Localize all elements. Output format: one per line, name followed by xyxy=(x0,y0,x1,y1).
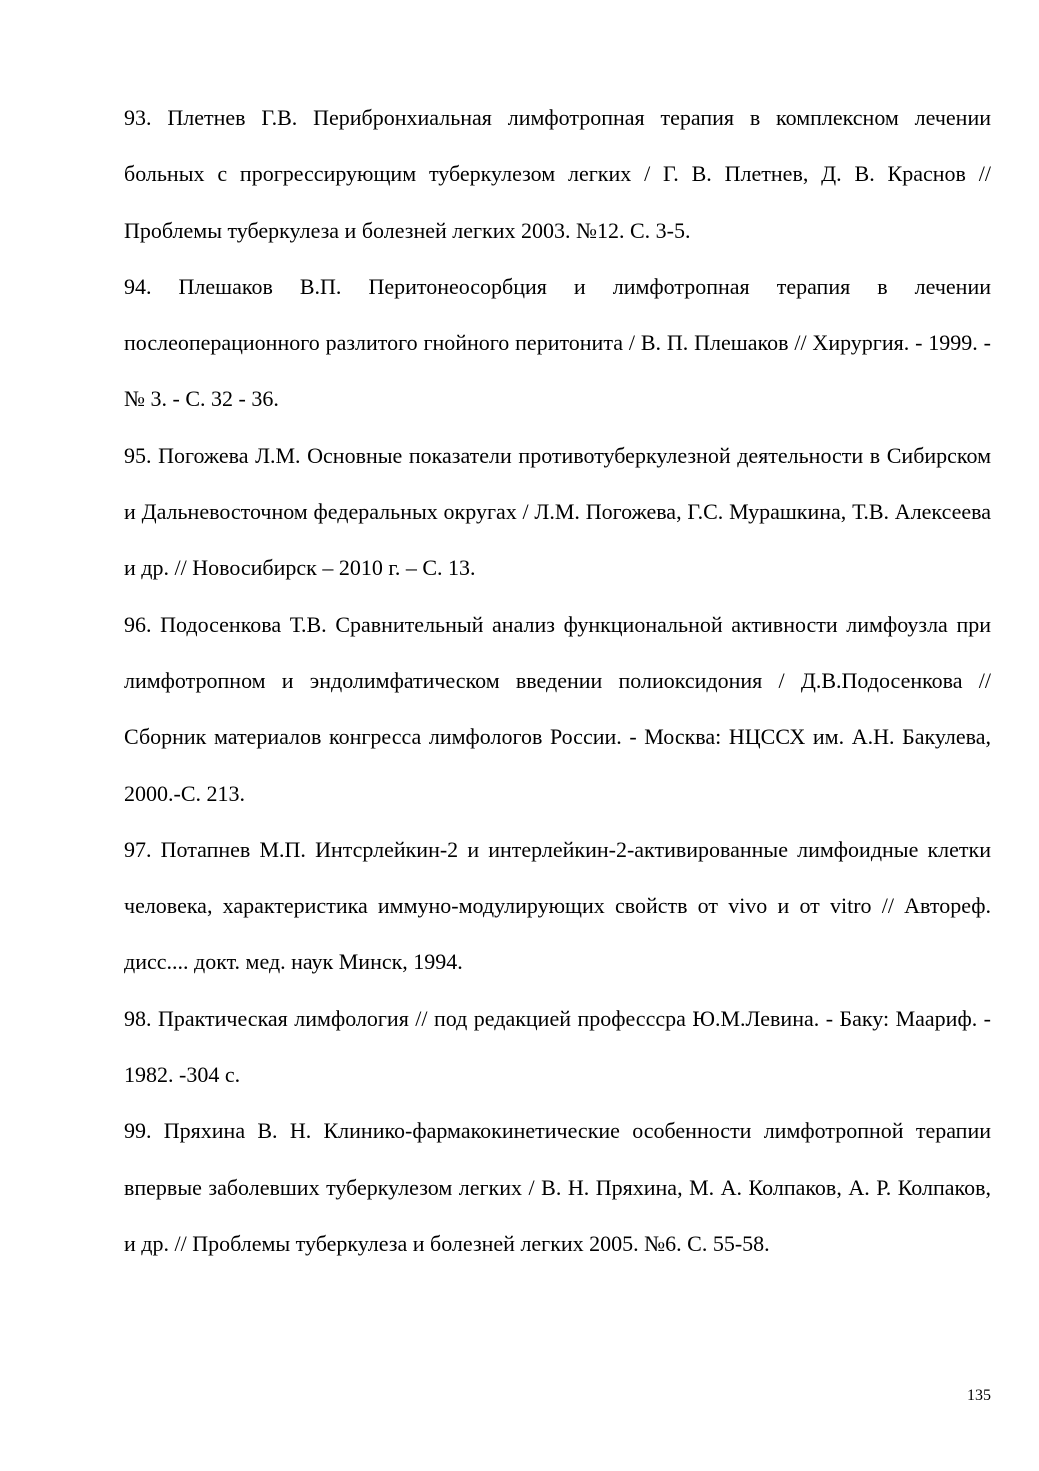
reference-text: Погожева Л.М. Основные показатели противотуберкулезной деятельности в Сибирском и Дальневосточном федеральных округах / Л.М. Погожева, Г.С. Мурашкина, Т.В. Алексеева и др. // Новосибирск – 2010 г. – С. 13. xyxy=(124,442,992,581)
reference-text: Практическая лимфология // под редакцией професcсра Ю.М.Левина. - Баку: Маариф. - 1982. -304 с. xyxy=(124,1005,992,1088)
reference-text: Подосенкова Т.В. Сравнительный анализ функциональной активности лимфоузла при лимфотропном и эндолимфатическом введении полиоксидония / Д.В.Подосенкова // Сборник материалов конгресса лимфологов России. - Москва: НЦССХ им. А.Н. Бакулева, 2000.-С. 213. xyxy=(124,611,991,806)
reference-item-98 xyxy=(124,991,991,1104)
reference-item-99 xyxy=(124,1103,991,1272)
reference-number: 96. xyxy=(124,611,152,637)
reference-number: 98. xyxy=(124,1005,152,1031)
reference-item-95 xyxy=(124,428,991,597)
reference-list xyxy=(124,90,991,1272)
reference-text: Потапнев М.П. Интсрлейкин-2 и интерлейкин-2-активированные лимфоидные клетки человека, характеристика иммуно-модулирующих свойств от vivo и от vitro // Автореф. дисс.... докт. мед. наук Минск, 1994. xyxy=(124,836,991,975)
reference-number: 95. xyxy=(124,442,152,468)
reference-item-97 xyxy=(124,822,991,991)
reference-number: 97. xyxy=(124,836,152,862)
reference-number: 99. xyxy=(124,1118,152,1144)
reference-text: Плешаков В.П. Перитонеосорбция и лимфотропная терапия в лечении послеоперационного разлитого гнойного перитонита / В. П. Плешаков // Хирургия. - 1999. - № 3. - С. 32 - 36. xyxy=(124,273,992,412)
reference-text: Пряхина В. Н. Клинико-фармакокинетические особенности лимфотропной терапии впервые заболевших туберкулезом легких / В. Н. Пряхина, М. А. Колпаков, А. Р. Колпаков, и др. // Проблемы туберкулеза и болезней легких 2005. №6. С. 55-58. xyxy=(124,1118,991,1256)
reference-text: Плетнев Г.В. Перибронхиальная лимфотропная терапия в комплексном лечении больных с прогрессирующим туберкулезом легких / Г. В. Плетнев, Д. В. Краснов // Проблемы туберкулеза и болезней легких 2003. №12. С. 3-5. xyxy=(124,105,992,243)
page-number: 135 xyxy=(967,1387,991,1404)
reference-item-96 xyxy=(124,597,991,822)
reference-item-94 xyxy=(124,259,991,428)
reference-item-93 xyxy=(124,90,991,259)
reference-number: 93. xyxy=(124,105,152,130)
reference-number: 94. xyxy=(124,273,152,299)
